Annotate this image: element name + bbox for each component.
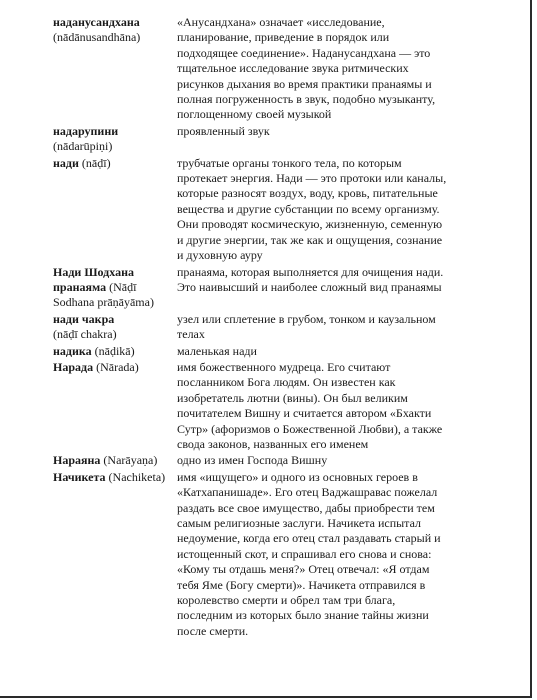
term-name: Нарада	[53, 359, 94, 374]
glossary-entry	[53, 312, 448, 343]
term-name: надарупини	[53, 123, 119, 138]
glossary-list	[53, 15, 448, 640]
glossary-term	[53, 360, 177, 452]
glossary-definition: имя божественного мудреца. Его считают посланником Бога людям. Он известен как изобретатель лютни (вины). Он был великим почитателем Вишну и считается автором «Бхакти Сутр» (афоризмов о Божественной Любви), а также свода законов, названных его именем	[177, 359, 443, 451]
term-transliteration: (Nachiketa)	[108, 469, 166, 484]
glossary-entry	[53, 156, 448, 264]
term-transliteration: (nādānusandhāna)	[53, 30, 141, 45]
glossary-definition: трубчатые органы тонкого тела, по которым протекает энергия. Нади — это протоки или каналы, которые разносят воздух, воду, кровь, питательные вещества и другие субстанции по всему организму. Они проводят космическую, жизненную, семенную и другие энергии, так же как и ощущения, сознание и духовную ауру	[177, 155, 447, 263]
term-name: наданусандхана	[53, 15, 140, 29]
term-transliteration: (nādarūpiṇi)	[53, 139, 113, 154]
glossary-entry	[53, 265, 448, 311]
glossary-term	[53, 124, 177, 155]
glossary-term	[53, 453, 177, 468]
glossary-term	[53, 470, 177, 639]
term-name: надика	[53, 343, 92, 358]
term-name: Начикета	[53, 469, 106, 484]
glossary-entry	[53, 15, 448, 123]
term-name: Нараяна	[53, 453, 101, 468]
term-name: Нади Шодхана пранаяма	[53, 264, 134, 294]
glossary-entry	[53, 344, 448, 359]
glossary-entry	[53, 453, 448, 468]
glossary-entry	[53, 124, 448, 155]
glossary-entry	[53, 470, 448, 639]
term-transliteration: (nāḍī chakra)	[53, 327, 117, 342]
glossary-definition: одно из имен Господа Вишну	[177, 453, 328, 468]
glossary-definition: проявленный звук	[177, 123, 270, 138]
term-transliteration: (Narāyaṇa)	[103, 453, 158, 468]
glossary-definition: маленькая нади	[177, 343, 257, 358]
glossary-definition: пранаяма, которая выполняется для очищения нади. Это наивысший и наиболее сложный вид пранаямы	[177, 264, 444, 294]
term-transliteration: (nāḍikā)	[94, 343, 135, 358]
term-transliteration: (nāḍī)	[81, 155, 111, 170]
glossary-term	[53, 265, 177, 311]
glossary-definition: узел или сплетение в грубом, тонком и каузальном телах	[177, 311, 436, 342]
term-transliteration: (Nārada)	[96, 359, 139, 374]
glossary-term	[53, 312, 177, 343]
glossary-term	[53, 344, 177, 359]
glossary-term	[53, 15, 177, 123]
term-name: нади чакра	[53, 311, 115, 326]
glossary-definition: «Анусандхана» означает «исследование, планирование, приведение в порядок или подходящее соединение». Наданусандхана — это тщательное исследование звука ритмических рисунков дыхания во время практики пранаямы и полная погруженность в звук, подобно музыканту, поглощенному своей музыкой	[177, 15, 436, 122]
glossary-definition: имя «ищущего» и одного из основных героев в «Катхапанишаде». Его отец Ваджашравас пожелал раздать все свое имущество, дабы приобрести тем самым религиозные заслуги. Начикета испытал недоумение, когда его отец стал раздавать старый и истощенный скот, и спрашивал его снова и снова: «Кому ты отдашь меня?» Отец отвечал: «Я отдам тебя Яме (Богу смерти)». Начикета отправился в королевство смерти и обрел там три блага, последним из которых было знание тайны жизни после смерти.	[177, 469, 441, 638]
term-name: нади	[53, 155, 79, 170]
glossary-term	[53, 156, 177, 264]
term-transliteration: (Nāḍī Sodhana prāṇāyāma)	[53, 279, 154, 310]
glossary-entry	[53, 360, 448, 452]
